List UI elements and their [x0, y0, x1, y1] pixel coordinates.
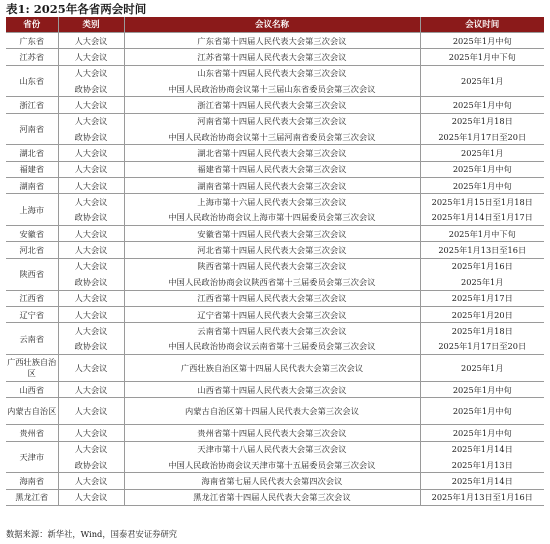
table-row [6, 473, 544, 489]
table-row [6, 339, 544, 355]
province-cell: 湖南省 [6, 178, 58, 194]
time-cell: 2025年1月18日 [420, 113, 544, 129]
meeting-cell: 福建省第十四届人民代表大会第三次会议 [124, 161, 420, 177]
province-cell: 江苏省 [6, 49, 58, 65]
meeting-cell: 安徽省第十四届人民代表大会第三次会议 [124, 226, 420, 242]
meeting-cell: 浙江省第十四届人民代表大会第三次会议 [124, 97, 420, 113]
province-cell: 广西壮族自治区 [6, 354, 58, 381]
province-cell: 福建省 [6, 161, 58, 177]
table-row [6, 194, 544, 210]
type-cell: 人大会议 [58, 290, 124, 306]
table-header-row [6, 17, 544, 33]
time-cell: 2025年1月14日 [420, 441, 544, 457]
type-cell: 政协会议 [58, 457, 124, 473]
type-cell: 人大会议 [58, 161, 124, 177]
meeting-cell: 中国人民政治协商会议云南省第十三届委员会第三次会议 [124, 339, 420, 355]
table-row [6, 129, 544, 145]
meeting-cell: 上海市第十六届人民代表大会第三次会议 [124, 194, 420, 210]
table-row [6, 425, 544, 441]
type-cell: 人大会议 [58, 178, 124, 194]
table-row [6, 161, 544, 177]
province-cell: 山东省 [6, 65, 58, 97]
type-cell: 人大会议 [58, 323, 124, 339]
table-row [6, 306, 544, 322]
province-cell: 内蒙古自治区 [6, 398, 58, 425]
table-row [6, 398, 544, 425]
table-row [6, 323, 544, 339]
type-cell: 人大会议 [58, 306, 124, 322]
type-cell: 人大会议 [58, 226, 124, 242]
province-cell: 云南省 [6, 323, 58, 355]
table-row [6, 258, 544, 274]
type-cell: 人大会议 [58, 194, 124, 210]
province-cell: 湖北省 [6, 145, 58, 161]
meeting-cell: 中国人民政治协商会议天津市第十五届委员会第三次会议 [124, 457, 420, 473]
time-cell: 2025年1月17日至20日 [438, 131, 527, 142]
table-row [6, 178, 544, 194]
time-cell: 2025年1月17日 [420, 290, 544, 306]
province-cell: 广东省 [6, 33, 58, 49]
time-cell: 2025年1月 [420, 354, 544, 381]
time-cell: 2025年1月中旬 [420, 97, 544, 113]
meeting-cell: 云南省第十四届人民代表大会第三次会议 [124, 323, 420, 339]
source-note: 数据来源：新华社，Wind，国泰君安证券研究 [6, 529, 178, 539]
time-cell: 2025年1月中下旬 [420, 226, 544, 242]
type-cell: 人大会议 [58, 49, 124, 65]
province-cell: 海南省 [6, 473, 58, 489]
province-cell: 河南省 [6, 113, 58, 145]
meeting-cell: 贵州省第十四届人民代表大会第三次会议 [124, 425, 420, 441]
province-cell: 上海市 [6, 194, 58, 226]
header-time: 会议时间 [420, 17, 544, 33]
province-cell: 陕西省 [6, 258, 58, 290]
meeting-cell: 山西省第十四届人民代表大会第三次会议 [124, 381, 420, 397]
time-cell: 2025年1月13日至1月16日 [420, 489, 544, 505]
time-cell: 2025年1月13日至16日 [420, 242, 544, 258]
province-cell: 河北省 [6, 242, 58, 258]
table-row [6, 226, 544, 242]
table-row [6, 242, 544, 258]
type-cell: 政协会议 [58, 274, 124, 290]
type-cell: 政协会议 [58, 210, 124, 226]
time-cell: 2025年1月中旬 [420, 178, 544, 194]
header-type: 类别 [58, 17, 124, 33]
time-cell: 2025年1月中旬 [420, 381, 544, 397]
province-cell: 贵州省 [6, 425, 58, 441]
header-meeting: 会议名称 [124, 17, 420, 33]
table-row [6, 489, 544, 505]
table-title: 表1: 2025年各省两会时间 [6, 2, 147, 16]
meeting-cell: 山东省第十四届人民代表大会第三次会议 [124, 65, 420, 81]
meeting-cell: 湖北省第十四届人民代表大会第三次会议 [124, 145, 420, 161]
meeting-cell: 中国人民政治协商会议第十三届山东省委员会第三次会议 [124, 81, 420, 97]
type-cell: 人大会议 [58, 398, 124, 425]
table-row [6, 274, 544, 290]
type-cell: 人大会议 [58, 97, 124, 113]
type-cell: 人大会议 [58, 354, 124, 381]
meeting-cell: 海南省第七届人民代表大会第四次会议 [124, 473, 420, 489]
type-cell: 人大会议 [58, 489, 124, 505]
time-cell: 2025年1月13日 [451, 459, 513, 470]
type-cell: 人大会议 [58, 145, 124, 161]
time-cell: 2025年1月中旬 [420, 398, 544, 425]
time-cell: 2025年1月中下旬 [420, 49, 544, 65]
table-row [6, 65, 544, 81]
meeting-cell: 辽宁省第十四届人民代表大会第三次会议 [124, 306, 420, 322]
time-cell: 2025年1月14日至1月17日 [431, 212, 533, 223]
header-province: 省份 [6, 17, 58, 33]
province-cell: 江西省 [6, 290, 58, 306]
table-row [6, 457, 544, 473]
meeting-cell: 河南省第十四届人民代表大会第三次会议 [124, 113, 420, 129]
meeting-cell: 中国人民政治协商会议陕西省第十三届委员会第三次会议 [124, 274, 420, 290]
type-cell: 人大会议 [58, 381, 124, 397]
meeting-cell: 湖南省第十四届人民代表大会第三次会议 [124, 178, 420, 194]
time-cell: 2025年1月中旬 [420, 425, 544, 441]
meeting-cell: 广东省第十四届人民代表大会第三次会议 [124, 33, 420, 49]
table-row [6, 354, 544, 381]
province-cell: 山西省 [6, 381, 58, 397]
type-cell: 人大会议 [58, 242, 124, 258]
table-row [6, 441, 544, 457]
meetings-table [6, 17, 544, 506]
meeting-cell: 江西省第十四届人民代表大会第三次会议 [124, 290, 420, 306]
province-cell: 天津市 [6, 441, 58, 473]
type-cell: 人大会议 [58, 441, 124, 457]
table-row [6, 113, 544, 129]
time-cell: 2025年1月16日 [420, 258, 544, 274]
meeting-cell: 广西壮族自治区第十四届人民代表大会第三次会议 [124, 354, 420, 381]
type-cell: 人大会议 [58, 473, 124, 489]
table-row [6, 145, 544, 161]
meeting-cell: 黑龙江省第十四届人民代表大会第三次会议 [124, 489, 420, 505]
type-cell: 人大会议 [58, 425, 124, 441]
type-cell: 人大会议 [58, 33, 124, 49]
time-cell: 2025年1月 [461, 276, 504, 287]
time-cell: 2025年1月14日 [420, 473, 544, 489]
province-cell: 辽宁省 [6, 306, 58, 322]
time-cell: 2025年1月 [420, 65, 544, 97]
time-cell: 2025年1月18日 [420, 323, 544, 339]
province-cell: 安徽省 [6, 226, 58, 242]
time-cell: 2025年1月17日至20日 [438, 341, 527, 352]
time-cell: 2025年1月20日 [420, 306, 544, 322]
meeting-cell: 江苏省第十四届人民代表大会第三次会议 [124, 49, 420, 65]
meeting-cell: 中国人民政治协商会议上海市第十四届委员会第三次会议 [124, 210, 420, 226]
time-cell: 2025年1月中旬 [420, 161, 544, 177]
table-row [6, 49, 544, 65]
table-body [6, 33, 544, 506]
meeting-cell: 天津市第十八届人民代表大会第三次会议 [124, 441, 420, 457]
table-row [6, 33, 544, 49]
province-cell: 黑龙江省 [6, 489, 58, 505]
time-cell: 2025年1月15日至1月18日 [420, 194, 544, 210]
type-cell: 政协会议 [58, 129, 124, 145]
type-cell: 政协会议 [58, 81, 124, 97]
table-row [6, 97, 544, 113]
province-cell: 浙江省 [6, 97, 58, 113]
meeting-cell: 中国人民政治协商会议第十三届河南省委员会第三次会议 [124, 129, 420, 145]
table-row [6, 210, 544, 226]
type-cell: 人大会议 [58, 258, 124, 274]
table-row [6, 290, 544, 306]
type-cell: 人大会议 [58, 113, 124, 129]
meeting-cell: 内蒙古自治区第十四届人民代表大会第三次会议 [124, 398, 420, 425]
type-cell: 政协会议 [58, 339, 124, 355]
table-row [6, 381, 544, 397]
time-cell: 2025年1月 [420, 145, 544, 161]
meeting-cell: 陕西省第十四届人民代表大会第三次会议 [124, 258, 420, 274]
type-cell: 人大会议 [58, 65, 124, 81]
time-cell: 2025年1月中旬 [420, 33, 544, 49]
meeting-cell: 河北省第十四届人民代表大会第三次会议 [124, 242, 420, 258]
